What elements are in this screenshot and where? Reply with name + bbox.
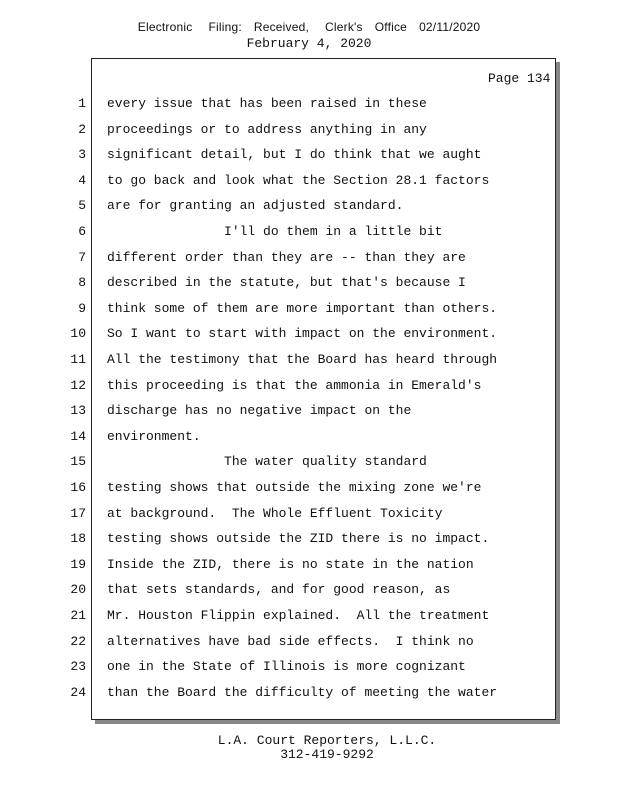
line-number: 12 [70,377,86,393]
line-number: 3 [78,147,86,163]
line-number: 21 [70,608,86,623]
line-number: 1 [78,96,86,111]
stamp-clerks: Clerk's [325,20,363,34]
line-number: 2 [78,121,86,137]
page-number: Page 134 [488,71,551,86]
stamp-date: 02/11/2020 [419,20,481,34]
line-number: 10 [70,326,86,342]
transcript-line: are for granting an adjusted standard. [107,198,404,214]
stamp-filing: Filing: [208,20,242,34]
line-number: 11 [70,352,86,367]
transcript-line: to go back and look what the Section 28.1 factors [107,172,490,188]
transcript-line: than the Board the difficulty of meeting the water [107,684,498,700]
transcript-line: discharge has no negative impact on the [107,403,412,419]
footer-company: L.A. Court Reporters, L.L.C. [217,733,437,748]
transcript-line: testing shows that outside the mixing zone we're [107,480,482,495]
line-number: 16 [70,480,86,495]
stamp-office: Office [374,20,408,34]
line-number: 15 [70,454,86,470]
transcript-line: Inside the ZID, there is no state in the nation [107,556,474,572]
transcript-line: alternatives have bad side effects. I think no [107,633,474,649]
line-number: 23 [70,659,86,675]
transcript-line: Mr. Houston Flippin explained. All the treatment [107,608,490,623]
line-number: 13 [70,403,86,419]
electronic-filing-stamp [0,20,618,34]
transcript-line: different order than they are -- than they are [107,249,466,265]
stamp-electronic: Electronic [137,20,193,34]
line-number: 17 [70,505,86,521]
transcript-line: every issue that has been raised in these [107,96,427,111]
line-number: 18 [70,531,86,547]
line-number: 9 [78,300,86,316]
transcript-line: environment. [107,428,201,444]
line-number: 14 [70,428,86,444]
transcript-line: All the testimony that the Board has heard through [107,352,498,367]
transcript-line: The water quality standard [107,454,427,470]
transcript-line: I'll do them in a little bit [107,224,443,239]
transcript-line: think some of them are more important than others. [107,300,498,316]
transcript-line: that sets standards, and for good reason, as [107,582,451,598]
transcript-line: this proceeding is that the ammonia in Emerald's [107,377,482,393]
line-number: 4 [78,172,86,188]
line-number: 6 [78,224,86,239]
line-number: 20 [70,582,86,598]
transcript-line: significant detail, but I do think that we aught [107,147,482,163]
hearing-date: February 4, 2020 [246,36,372,51]
transcript-line: described in the statute, but that's because I [107,275,466,291]
line-number: 19 [70,556,86,572]
footer-phone: 312-419-9292 [280,747,374,762]
transcript-line: testing shows outside the ZID there is no impact. [107,531,490,547]
stamp-received: Received, [253,20,310,34]
line-number: 22 [70,633,86,649]
line-number: 8 [78,275,86,291]
line-number: 7 [78,249,86,265]
transcript-line: at background. The Whole Effluent Toxicity [107,505,443,521]
transcript-line: one in the State of Illinois is more cognizant [107,659,466,675]
transcript-line: So I want to start with impact on the environment. [107,326,498,342]
line-number: 24 [70,684,86,700]
transcript-line: proceedings or to address anything in any [107,121,427,137]
line-number: 5 [78,198,86,214]
